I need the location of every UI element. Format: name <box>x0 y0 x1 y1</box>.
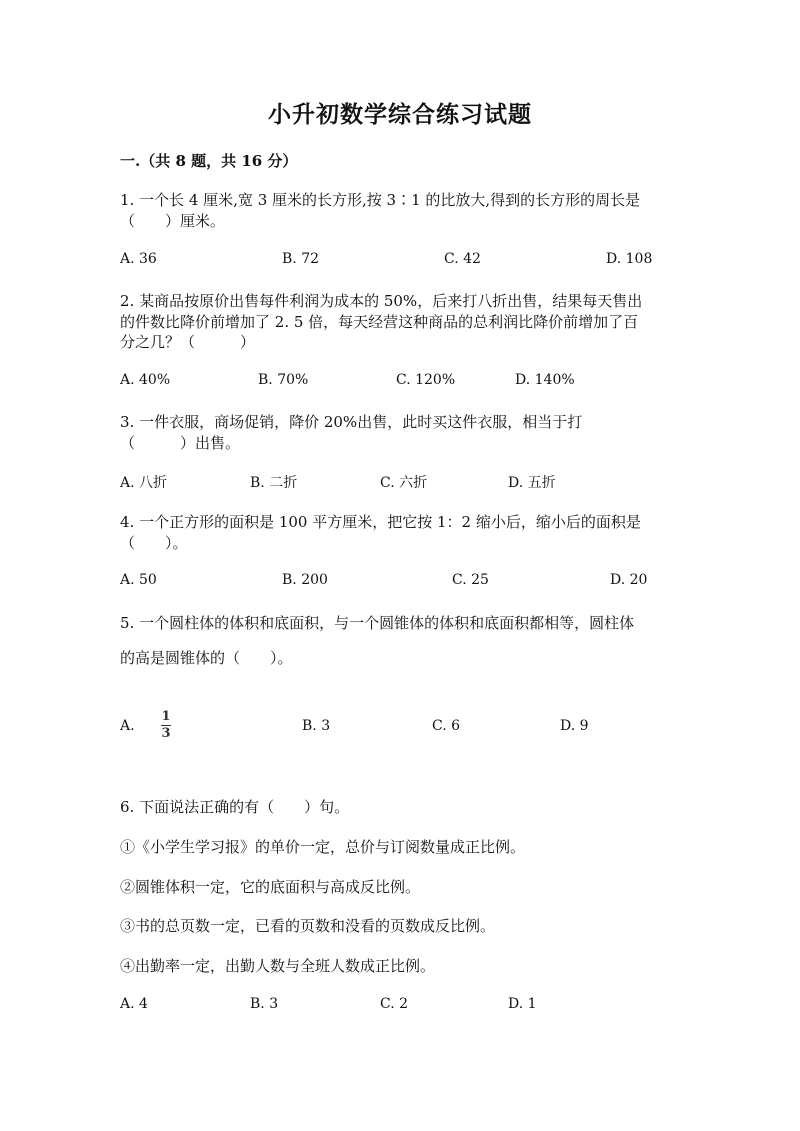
fraction-denominator: 3 <box>161 726 171 741</box>
q1-option-a: A. 36 <box>120 251 157 267</box>
q3-option-b: B. 二折 <box>250 475 298 491</box>
q4-option-d: D. 20 <box>610 572 648 588</box>
q6-option-c: C. 2 <box>380 996 409 1012</box>
q6-text-line1: 6. 下面说法正确的有（ ）句。 <box>120 798 350 816</box>
q2-option-d: D. 140% <box>515 372 575 388</box>
q2-option-b: B. 70% <box>258 372 309 388</box>
q3-option-a: A. 八折 <box>120 475 168 491</box>
q2-text-line2: 的件数比降价前增加了 2. 5 倍，每天经营这种商品的总利润比降价前增加了百 <box>120 313 639 331</box>
q4-option-c: C. 25 <box>452 572 489 588</box>
q3-option-d: D. 五折 <box>508 475 556 491</box>
q1-text-line2: （ ）厘米。 <box>120 212 226 230</box>
q5-text-line1: 5. 一个圆柱体的体积和底面积，与一个圆锥体的体积和底面积都相等，圆柱体 <box>120 614 635 632</box>
q6-option-b: B. 3 <box>250 996 279 1012</box>
fraction-numerator: 1 <box>161 709 171 724</box>
q5-option-a-fraction <box>161 710 171 741</box>
q6-statement-2: ②圆锥体积一定，它的底面积与高成反比例。 <box>120 878 421 896</box>
q4-text-line1: 4. 一个正方形的面积是 100 平方厘米，把它按 1：2 缩小后，缩小后的面积是 <box>120 513 641 531</box>
q4-option-a: A. 50 <box>120 572 157 588</box>
q6-statement-3: ③书的总页数一定，已看的页数和没看的页数成反比例。 <box>120 917 496 935</box>
q2-text-line1: 2. 某商品按原价出售每件利润为成本的 50%，后来打八折出售，结果每天售出 <box>120 292 643 310</box>
q5-option-d: D. 9 <box>560 718 589 734</box>
q5-text-line2: 的高是圆锥体的（ ）。 <box>120 649 293 667</box>
q1-text-line1: 1. 一个长 4 厘米,宽 3 厘米的长方形,按 3∶1 的比放大,得到的长方形的周长是 <box>120 191 641 209</box>
q2-text-line3: 分之几？（ ） <box>120 333 256 351</box>
q1-option-b: B. 72 <box>282 251 320 267</box>
q2-option-a: A. 40% <box>120 372 171 388</box>
q2-option-c: C. 120% <box>396 372 456 388</box>
q4-option-b: B. 200 <box>282 572 328 588</box>
q4-text-line2: （ ）。 <box>120 534 188 552</box>
q3-text-line2: （ ）出售。 <box>120 434 241 452</box>
q1-option-c: C. 42 <box>444 251 481 267</box>
q5-option-c: C. 6 <box>432 718 461 734</box>
q3-option-c: C. 六折 <box>380 475 428 491</box>
q5-option-a-label: A. <box>120 718 135 734</box>
section-heading: 一.（共 8 题，共 16 分） <box>120 152 298 170</box>
page-title: 小升初数学综合练习试题 <box>268 101 532 128</box>
q6-statement-1: ①《小学生学习报》的单价一定，总价与订阅数量成正比例。 <box>120 838 526 856</box>
q6-option-a: A. 4 <box>120 996 148 1012</box>
q5-option-b: B. 3 <box>302 718 331 734</box>
q1-option-d: D. 108 <box>606 251 653 267</box>
q6-statement-4: ④出勤率一定，出勤人数与全班人数成正比例。 <box>120 957 436 975</box>
q6-option-d: D. 1 <box>508 996 537 1012</box>
q3-text-line1: 3. 一件衣服，商场促销，降价 20%出售，此时买这件衣服，相当于打 <box>120 413 583 431</box>
